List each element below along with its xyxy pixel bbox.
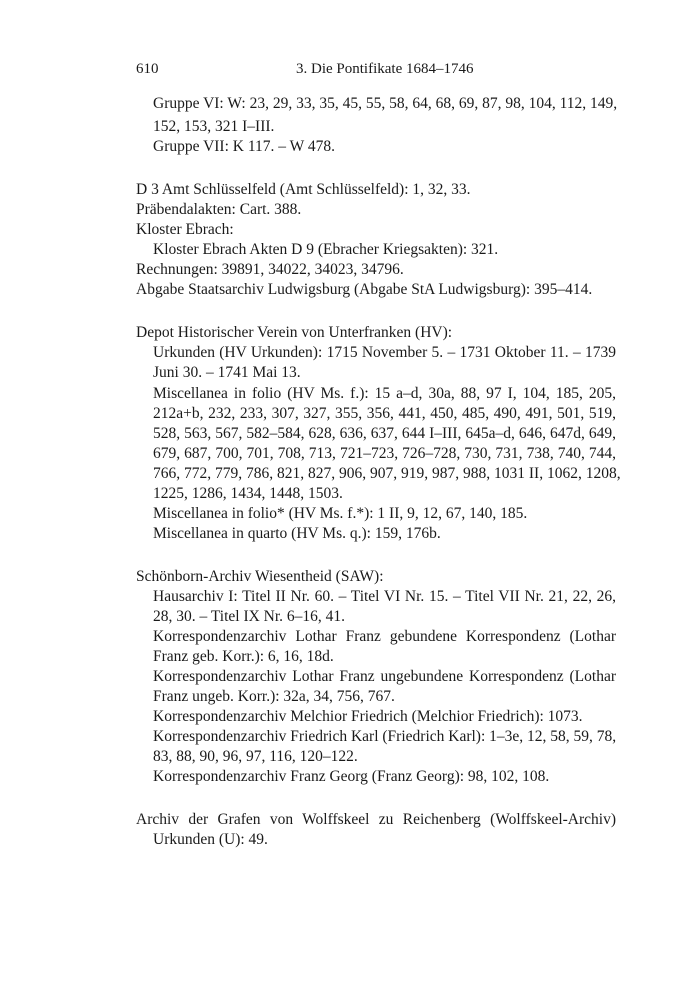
text-line: 83, 88, 90, 96, 97, 116, 120–122. — [153, 748, 358, 765]
text-line: Korrespondenzarchiv Melchior Friedrich (Melchior Friedrich): 1073. — [153, 708, 583, 725]
text-line: Urkunden (U): 49. — [153, 831, 268, 848]
text-line: 766, 772, 779, 786, 821, 827, 906, 907, 919, 987, 988, 1031 II, 1062, 1208, — [153, 465, 621, 482]
text-line: Miscellanea in folio (HV Ms. f.): 15 a–d, 30a, 88, 97 I, 104, 185, 205, — [153, 385, 616, 402]
text-line: Urkunden (HV Urkunden): 1715 November 5. – 1731 Oktober 11. – 1739 — [153, 344, 616, 361]
text-line: Kloster Ebrach: — [136, 221, 234, 238]
text-line: Gruppe VI: W: 23, 29, 33, 35, 45, 55, 58, 64, 68, 69, 87, 98, 104, 112, 149, — [153, 95, 618, 112]
text-line: Kloster Ebrach Akten D 9 (Ebracher Kriegsakten): 321. — [153, 241, 499, 258]
text-line: 28, 30. – Titel IX Nr. 6–16, 41. — [153, 608, 346, 625]
text-line: Depot Historischer Verein von Unterfranken (HV): — [136, 324, 453, 341]
text-line: D 3 Amt Schlüsselfeld (Amt Schlüsselfeld): 1, 32, 33. — [136, 181, 471, 198]
running-title: 3. Die Pontifikate 1684–1746 — [296, 61, 474, 77]
text-line: Abgabe Staatsarchiv Ludwigsburg (Abgabe StA Ludwigsburg): 395–414. — [136, 281, 593, 298]
page-number: 610 — [136, 61, 159, 77]
text-line: Korrespondenzarchiv Lothar Franz gebundene Korrespondenz (Lothar — [153, 628, 616, 645]
text-line: Franz ungeb. Korr.): 32a, 34, 756, 767. — [153, 688, 395, 705]
text-line: 1225, 1286, 1434, 1448, 1503. — [153, 485, 343, 502]
text-line: Gruppe VII: K 117. – W 478. — [153, 138, 335, 155]
text-line: Korrespondenzarchiv Franz Georg (Franz Georg): 98, 102, 108. — [153, 768, 550, 785]
text-line: 528, 563, 567, 582–584, 628, 636, 637, 644 I–III, 645a–d, 646, 647d, 649, — [153, 425, 616, 442]
text-line: Miscellanea in folio* (HV Ms. f.*): 1 II, 9, 12, 67, 140, 185. — [153, 505, 528, 522]
text-line: Korrespondenzarchiv Friedrich Karl (Friedrich Karl): 1–3e, 12, 58, 59, 78, — [153, 728, 617, 745]
text-line: Schönborn-Archiv Wiesentheid (SAW): — [136, 568, 384, 585]
text-line: Hausarchiv I: Titel II Nr. 60. – Titel VI Nr. 15. – Titel VII Nr. 21, 22, 26, — [153, 588, 616, 605]
text-line: 212a+b, 232, 233, 307, 327, 355, 356, 441, 450, 485, 490, 491, 501, 519, — [153, 405, 616, 422]
text-line: 679, 687, 700, 701, 708, 713, 721–723, 726–728, 730, 731, 738, 740, 744, — [153, 445, 616, 462]
text-line: Korrespondenzarchiv Lothar Franz ungebundene Korrespondenz (Lothar — [153, 668, 616, 685]
text-line: Präbendalakten: Cart. 388. — [136, 201, 302, 218]
text-line: 152, 153, 321 I–III. — [153, 118, 275, 135]
text-line: Archiv der Grafen von Wolffskeel zu Reichenberg (Wolffskeel-Archiv) — [136, 811, 616, 828]
text-line: Miscellanea in quarto (HV Ms. q.): 159, 176b. — [153, 525, 441, 542]
text-line: Franz geb. Korr.): 6, 16, 18d. — [153, 648, 334, 665]
text-line: Juni 30. – 1741 Mai 13. — [153, 364, 301, 381]
text-line: Rechnungen: 39891, 34022, 34023, 34796. — [136, 261, 404, 278]
